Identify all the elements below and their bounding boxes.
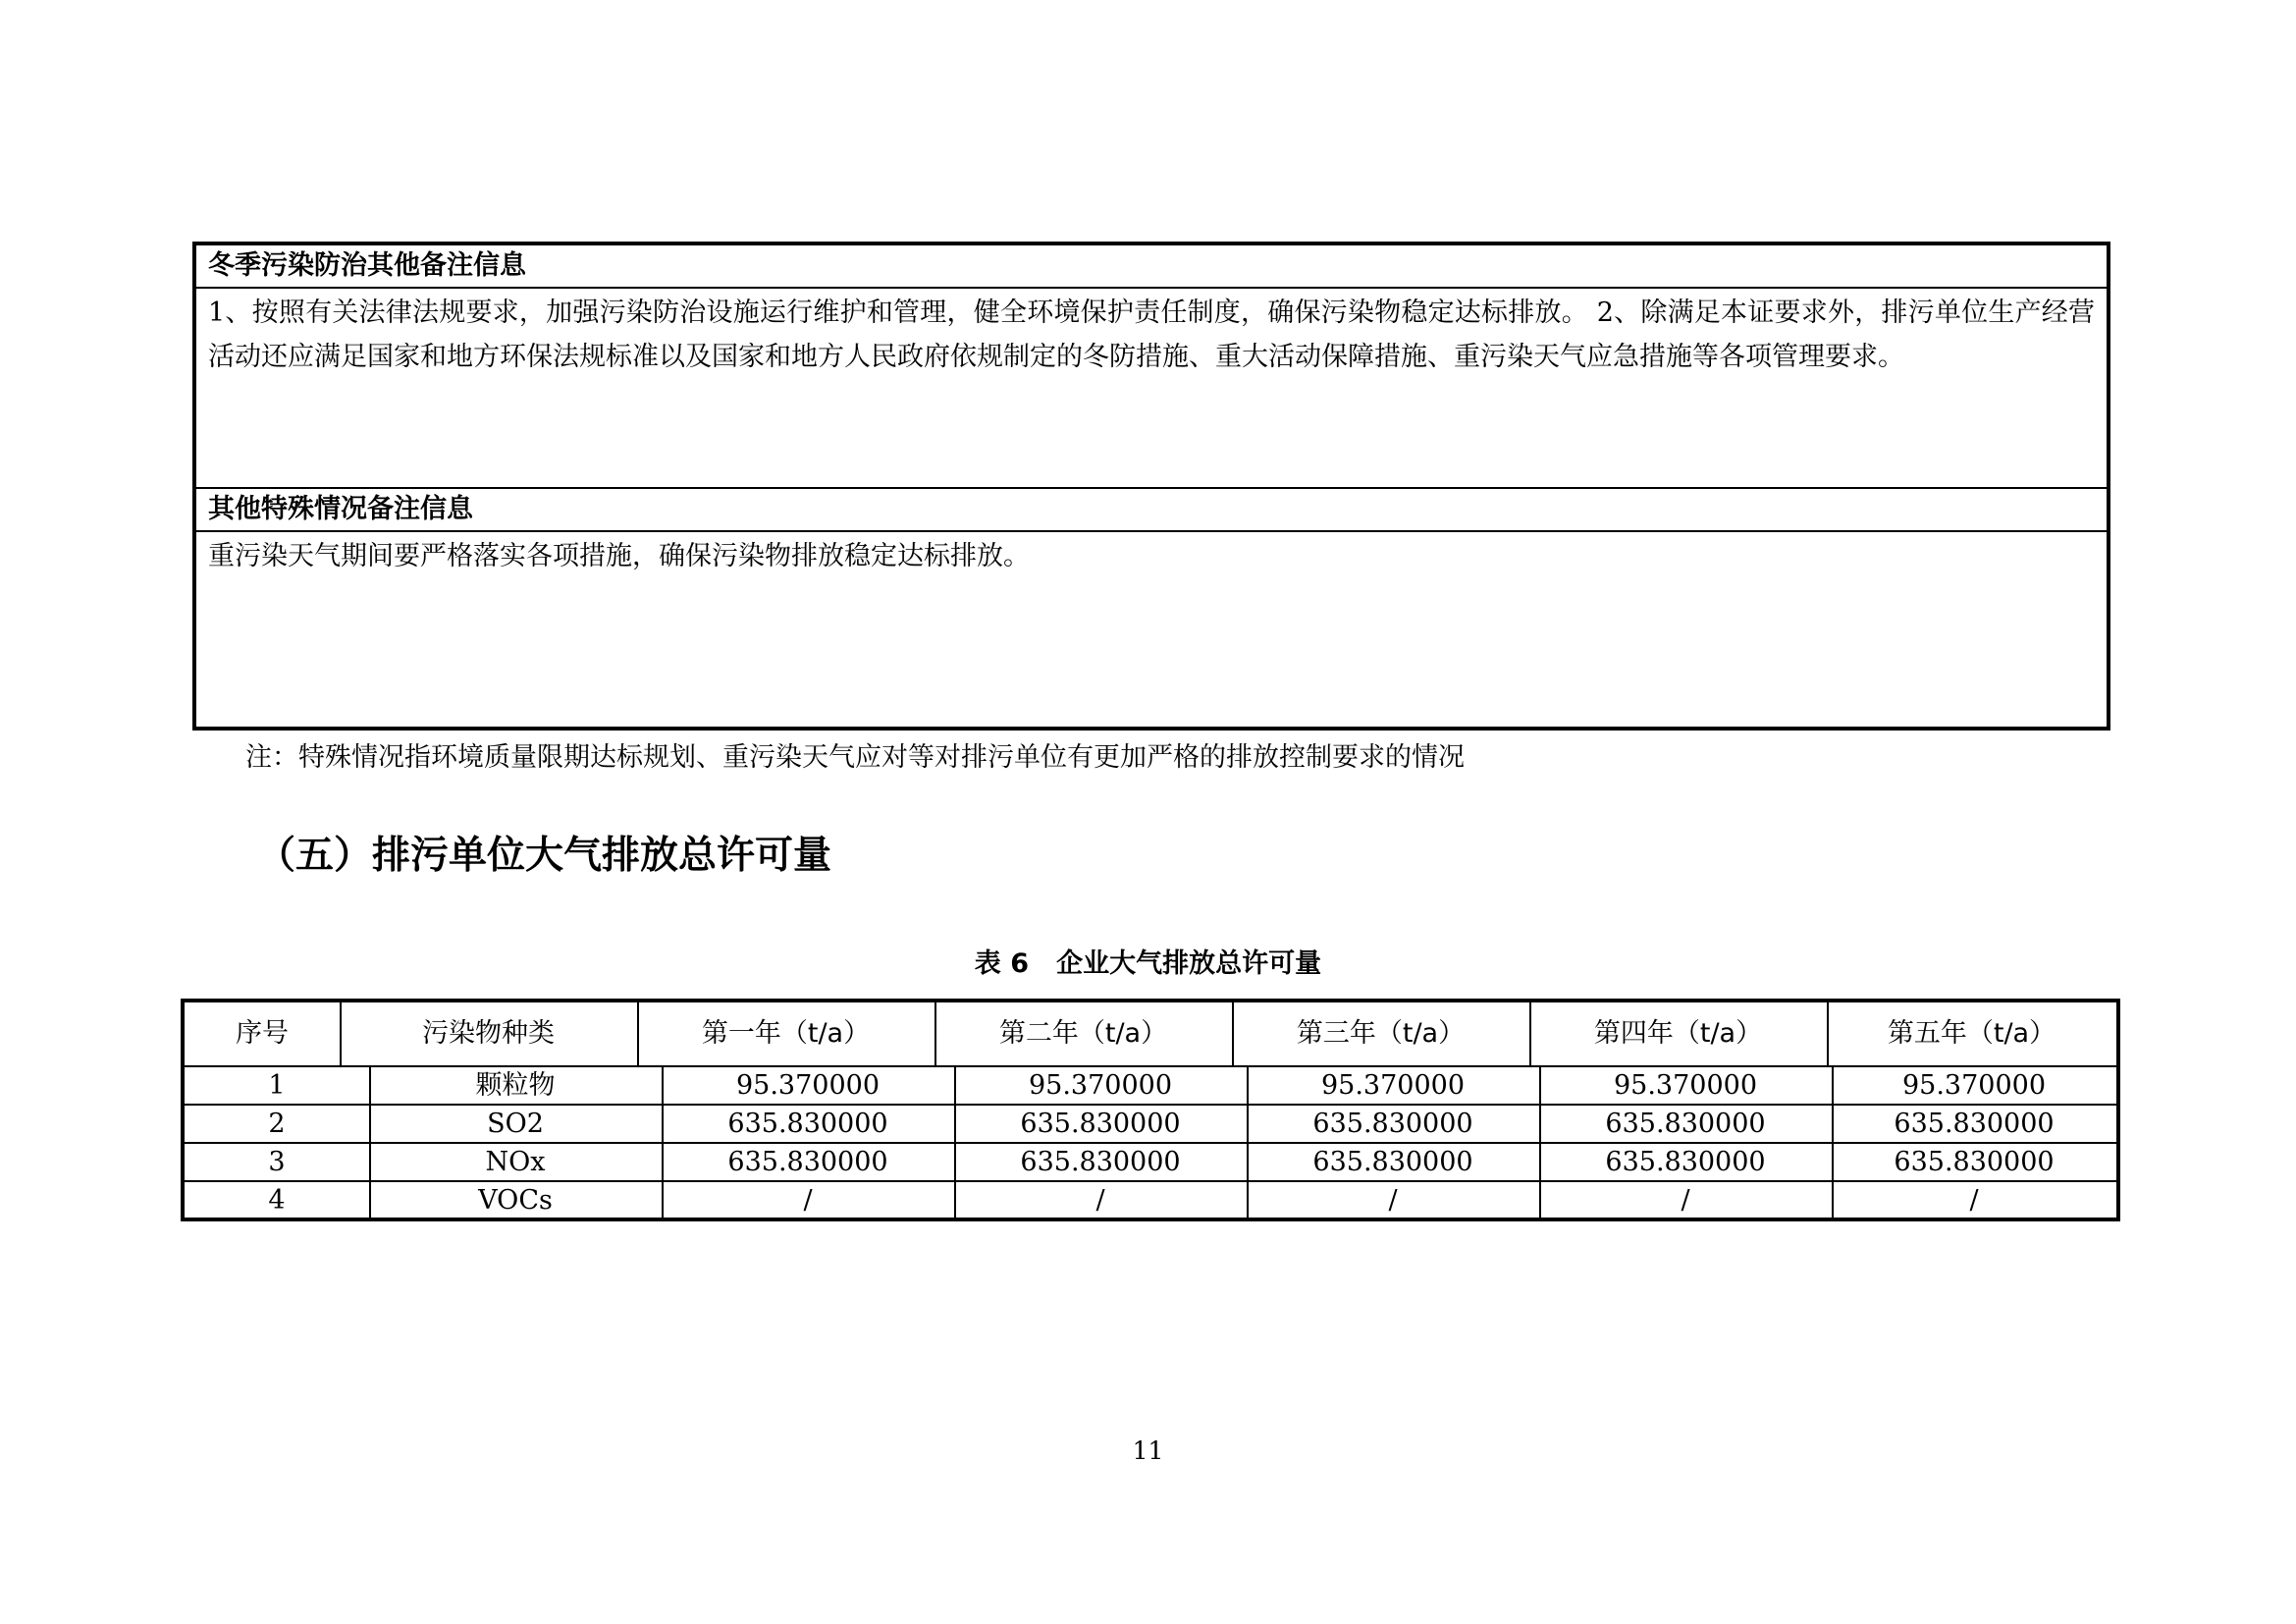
header-cell: 污染物种类	[422, 1018, 555, 1049]
year2-cell: 635.830000	[1020, 1147, 1181, 1177]
year2-cell: /	[1095, 1185, 1105, 1216]
year1-cell: 635.830000	[727, 1147, 888, 1177]
header-divider	[1529, 1002, 1531, 1065]
column-divider	[1247, 1067, 1249, 1218]
table-row	[185, 1182, 2116, 1220]
header-cell: 第五年（t/a）	[1887, 1018, 2056, 1049]
table-row	[185, 1106, 2116, 1144]
header-cell: 第四年（t/a）	[1593, 1018, 1763, 1049]
column-divider	[1832, 1067, 1834, 1218]
year5-cell: /	[1969, 1185, 1979, 1216]
year5-cell: 635.830000	[1894, 1147, 2055, 1177]
year1-cell: 95.370000	[735, 1070, 880, 1101]
row-number-cell: 4	[268, 1185, 286, 1216]
special-remarks-text: 重污染天气期间要严格落实各项措施，确保污染物排放稳定达标排放。	[208, 541, 1030, 571]
winter-remarks-header: 冬季污染防治其他备注信息	[196, 245, 2107, 289]
header-cell: 第一年（t/a）	[701, 1018, 871, 1049]
year4-cell: 635.830000	[1605, 1147, 1766, 1177]
table-row	[185, 1144, 2116, 1182]
year2-cell: 95.370000	[1028, 1070, 1172, 1101]
year3-cell: /	[1388, 1185, 1398, 1216]
header-divider	[637, 1002, 639, 1065]
header-divider	[934, 1002, 936, 1065]
section-heading: （五）排污单位大气排放总许可量	[257, 834, 832, 878]
pollutant-cell: VOCs	[478, 1185, 553, 1216]
column-divider	[954, 1067, 956, 1218]
header-cell: 第三年（t/a）	[1296, 1018, 1466, 1049]
header-divider	[340, 1002, 342, 1065]
year1-cell: /	[803, 1185, 813, 1216]
page-number: 11	[1132, 1436, 1164, 1465]
pollutant-cell: SO2	[487, 1109, 544, 1139]
header-cell: 第二年（t/a）	[998, 1018, 1168, 1049]
pollutant-cell: NOx	[485, 1147, 546, 1177]
remarks-box	[192, 242, 2110, 731]
table-row	[185, 1067, 2116, 1106]
year5-cell: 95.370000	[1901, 1070, 2046, 1101]
year3-cell: 95.370000	[1320, 1070, 1465, 1101]
column-divider	[1539, 1067, 1541, 1218]
pollutant-cell: 颗粒物	[475, 1070, 556, 1101]
header-divider	[1827, 1002, 1829, 1065]
row-number-cell: 1	[268, 1070, 286, 1101]
winter-remarks-text: 1、按照有关法律法规要求，加强污染防治设施运行维护和管理，健全环境保护责任制度，确保污染物稳定达标排放。 2、除满足本证要求外，排污单位生产经营活动还应满足国家和地方环保法规标准以及国家和地方人民政府依规制定的冬防措施、重大活动保障措施、重污染天气应急措施等各项管理要求。	[208, 298, 2095, 372]
column-divider	[662, 1067, 664, 1218]
permit-table	[181, 999, 2120, 1221]
table-caption: 表 6 企业大气排放总许可量	[974, 948, 1322, 979]
year2-cell: 635.830000	[1020, 1109, 1181, 1139]
year4-cell: 95.370000	[1613, 1070, 1757, 1101]
year4-cell: 635.830000	[1605, 1109, 1766, 1139]
header-divider	[1232, 1002, 1234, 1065]
row-number-cell: 2	[268, 1109, 286, 1139]
special-remarks-header: 其他特殊情况备注信息	[196, 489, 2107, 532]
header-cell: 序号	[236, 1018, 289, 1049]
year1-cell: 635.830000	[727, 1109, 888, 1139]
year3-cell: 635.830000	[1312, 1109, 1473, 1139]
year5-cell: 635.830000	[1894, 1109, 2055, 1139]
row-number-cell: 3	[268, 1147, 286, 1177]
year3-cell: 635.830000	[1312, 1147, 1473, 1177]
table-header-row	[185, 1002, 2116, 1067]
column-divider	[369, 1067, 371, 1218]
year4-cell: /	[1681, 1185, 1690, 1216]
footnote: 注：特殊情况指环境质量限期达标规划、重污染天气应对等对排污单位有更加严格的排放控制要求的情况	[245, 742, 1465, 773]
